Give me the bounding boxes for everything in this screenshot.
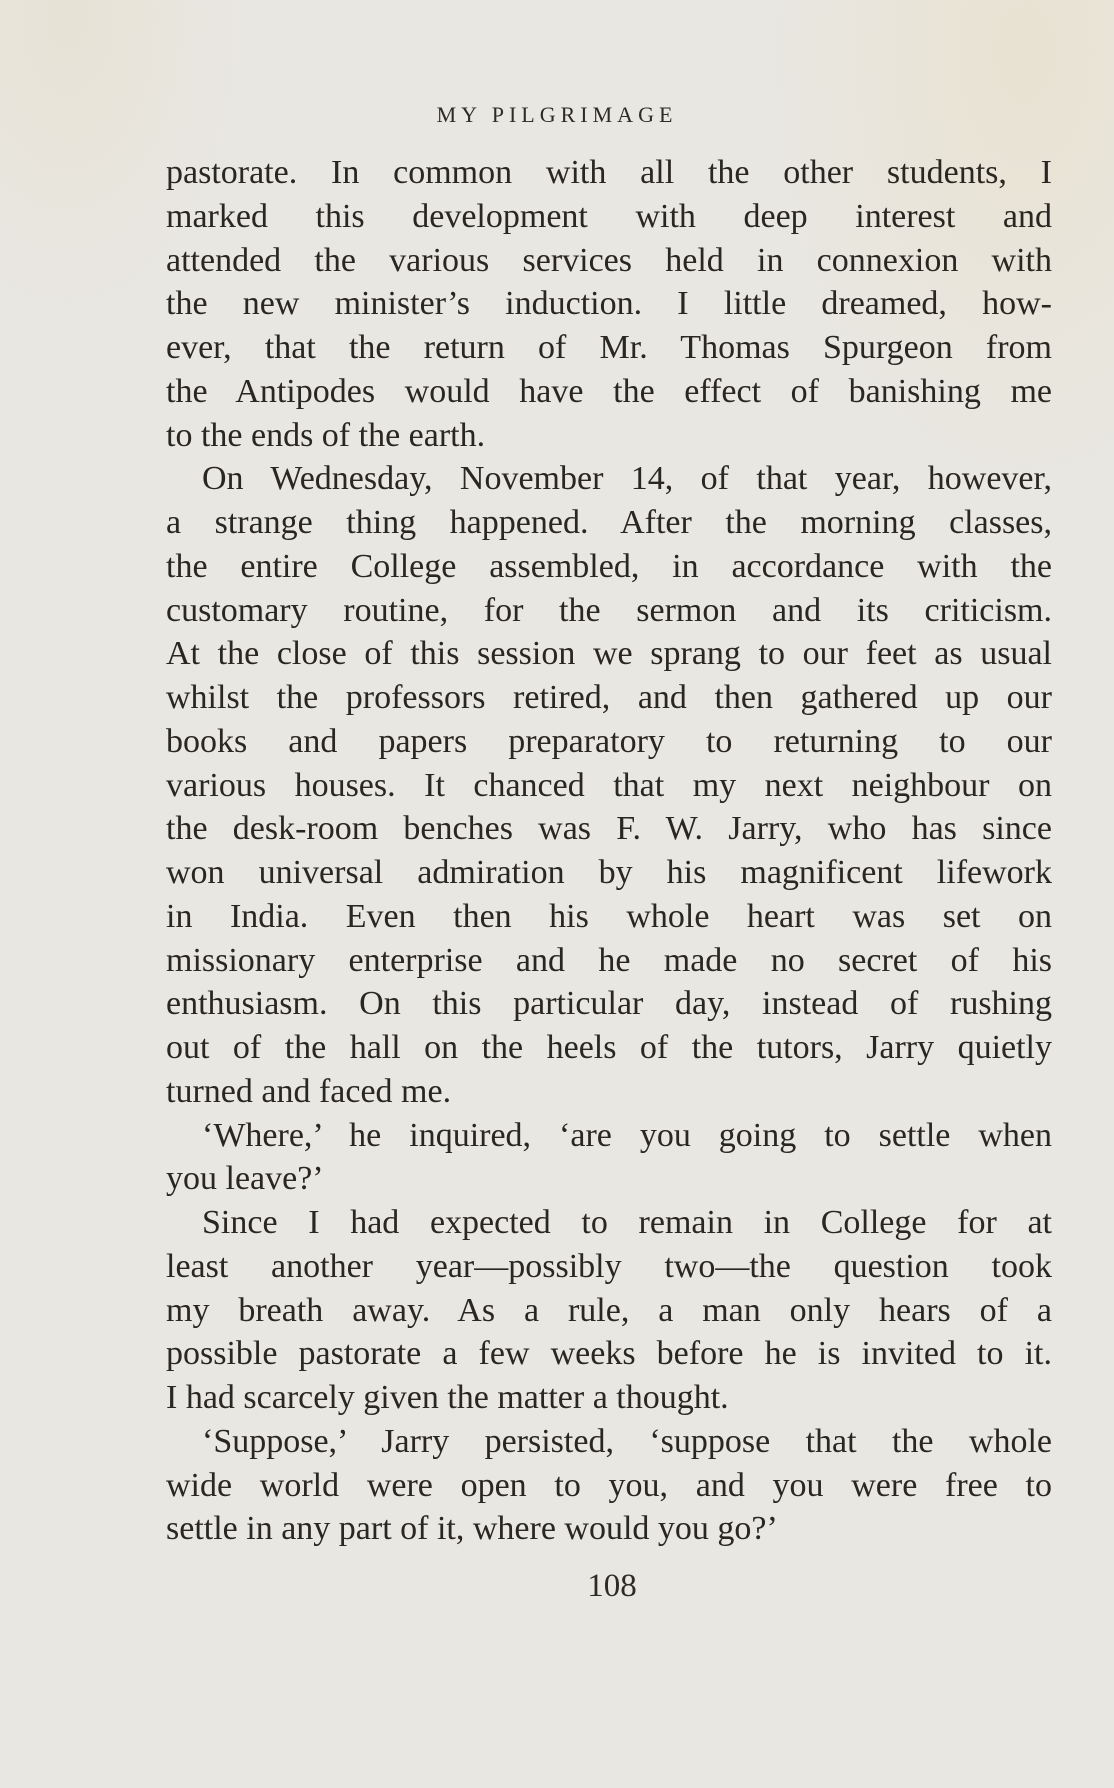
text-line: ‘Suppose,’ Jarry persisted, ‘suppose that the whole: [202, 1422, 1052, 1460]
text-line: settle in any part of it, where would you go?’: [166, 1510, 778, 1548]
text-line: a strange thing happened. After the morning classes,: [166, 504, 1052, 541]
text-line: whilst the professors retired, and then gathered up our: [166, 679, 1052, 716]
text-line: ‘Where,’ he inquired, ‘are you going to settle when: [202, 1116, 1052, 1154]
text-line: my breath away. As a rule, a man only hears of a: [166, 1291, 1052, 1329]
text-line: pastorate. In common with all the other students, I: [166, 154, 1052, 191]
text-line: missionary enterprise and he made no secret of his: [166, 941, 1052, 979]
text-line: customary routine, for the sermon and its criticism.: [166, 591, 1052, 629]
text-line: ever, that the return of Mr. Thomas Spurgeon from: [166, 329, 1052, 366]
page-number: 108: [587, 1568, 637, 1604]
text-line: in India. Even then his whole heart was set on: [166, 897, 1052, 935]
text-line: possible pastorate a few weeks before he is invited to it.: [166, 1335, 1052, 1373]
body-text: [166, 151, 1052, 1551]
text-line: Since I had expected to remain in College for at: [202, 1204, 1052, 1241]
text-line: On Wednesday, November 14, of that year, however,: [202, 460, 1052, 498]
text-line: the new minister’s induction. I little dreamed, how-: [166, 285, 1052, 323]
text-line: to the ends of the earth.: [166, 416, 486, 454]
text-line: At the close of this session we sprang to our feet as usual: [166, 635, 1052, 673]
text-line: won universal admiration by his magnificent lifework: [166, 854, 1052, 891]
text-line: you leave?’: [166, 1160, 324, 1198]
text-line: marked this development with deep interest and: [166, 197, 1052, 235]
text-line: attended the various services held in connexion with: [166, 241, 1052, 279]
text-line: the entire College assembled, in accordance with the: [166, 547, 1052, 585]
text-line: the desk-room benches was F. W. Jarry, who has since: [166, 810, 1052, 848]
text-line: out of the hall on the heels of the tutors, Jarry quietly: [166, 1029, 1052, 1066]
text-line: I had scarcely given the matter a thought.: [166, 1379, 729, 1416]
text-line: various houses. It chanced that my next neighbour on: [166, 766, 1052, 804]
text-line: the Antipodes would have the effect of banishing me: [166, 372, 1052, 410]
text-line: least another year—possibly two—the question took: [166, 1247, 1052, 1285]
running-head: MY PILGRIMAGE: [436, 102, 678, 127]
text-line: books and papers preparatory to returning to our: [166, 722, 1052, 760]
text-line: enthusiasm. On this particular day, instead of rushing: [166, 985, 1052, 1023]
text-line: turned and faced me.: [166, 1072, 452, 1110]
text-line: wide world were open to you, and you were free to: [166, 1466, 1052, 1504]
